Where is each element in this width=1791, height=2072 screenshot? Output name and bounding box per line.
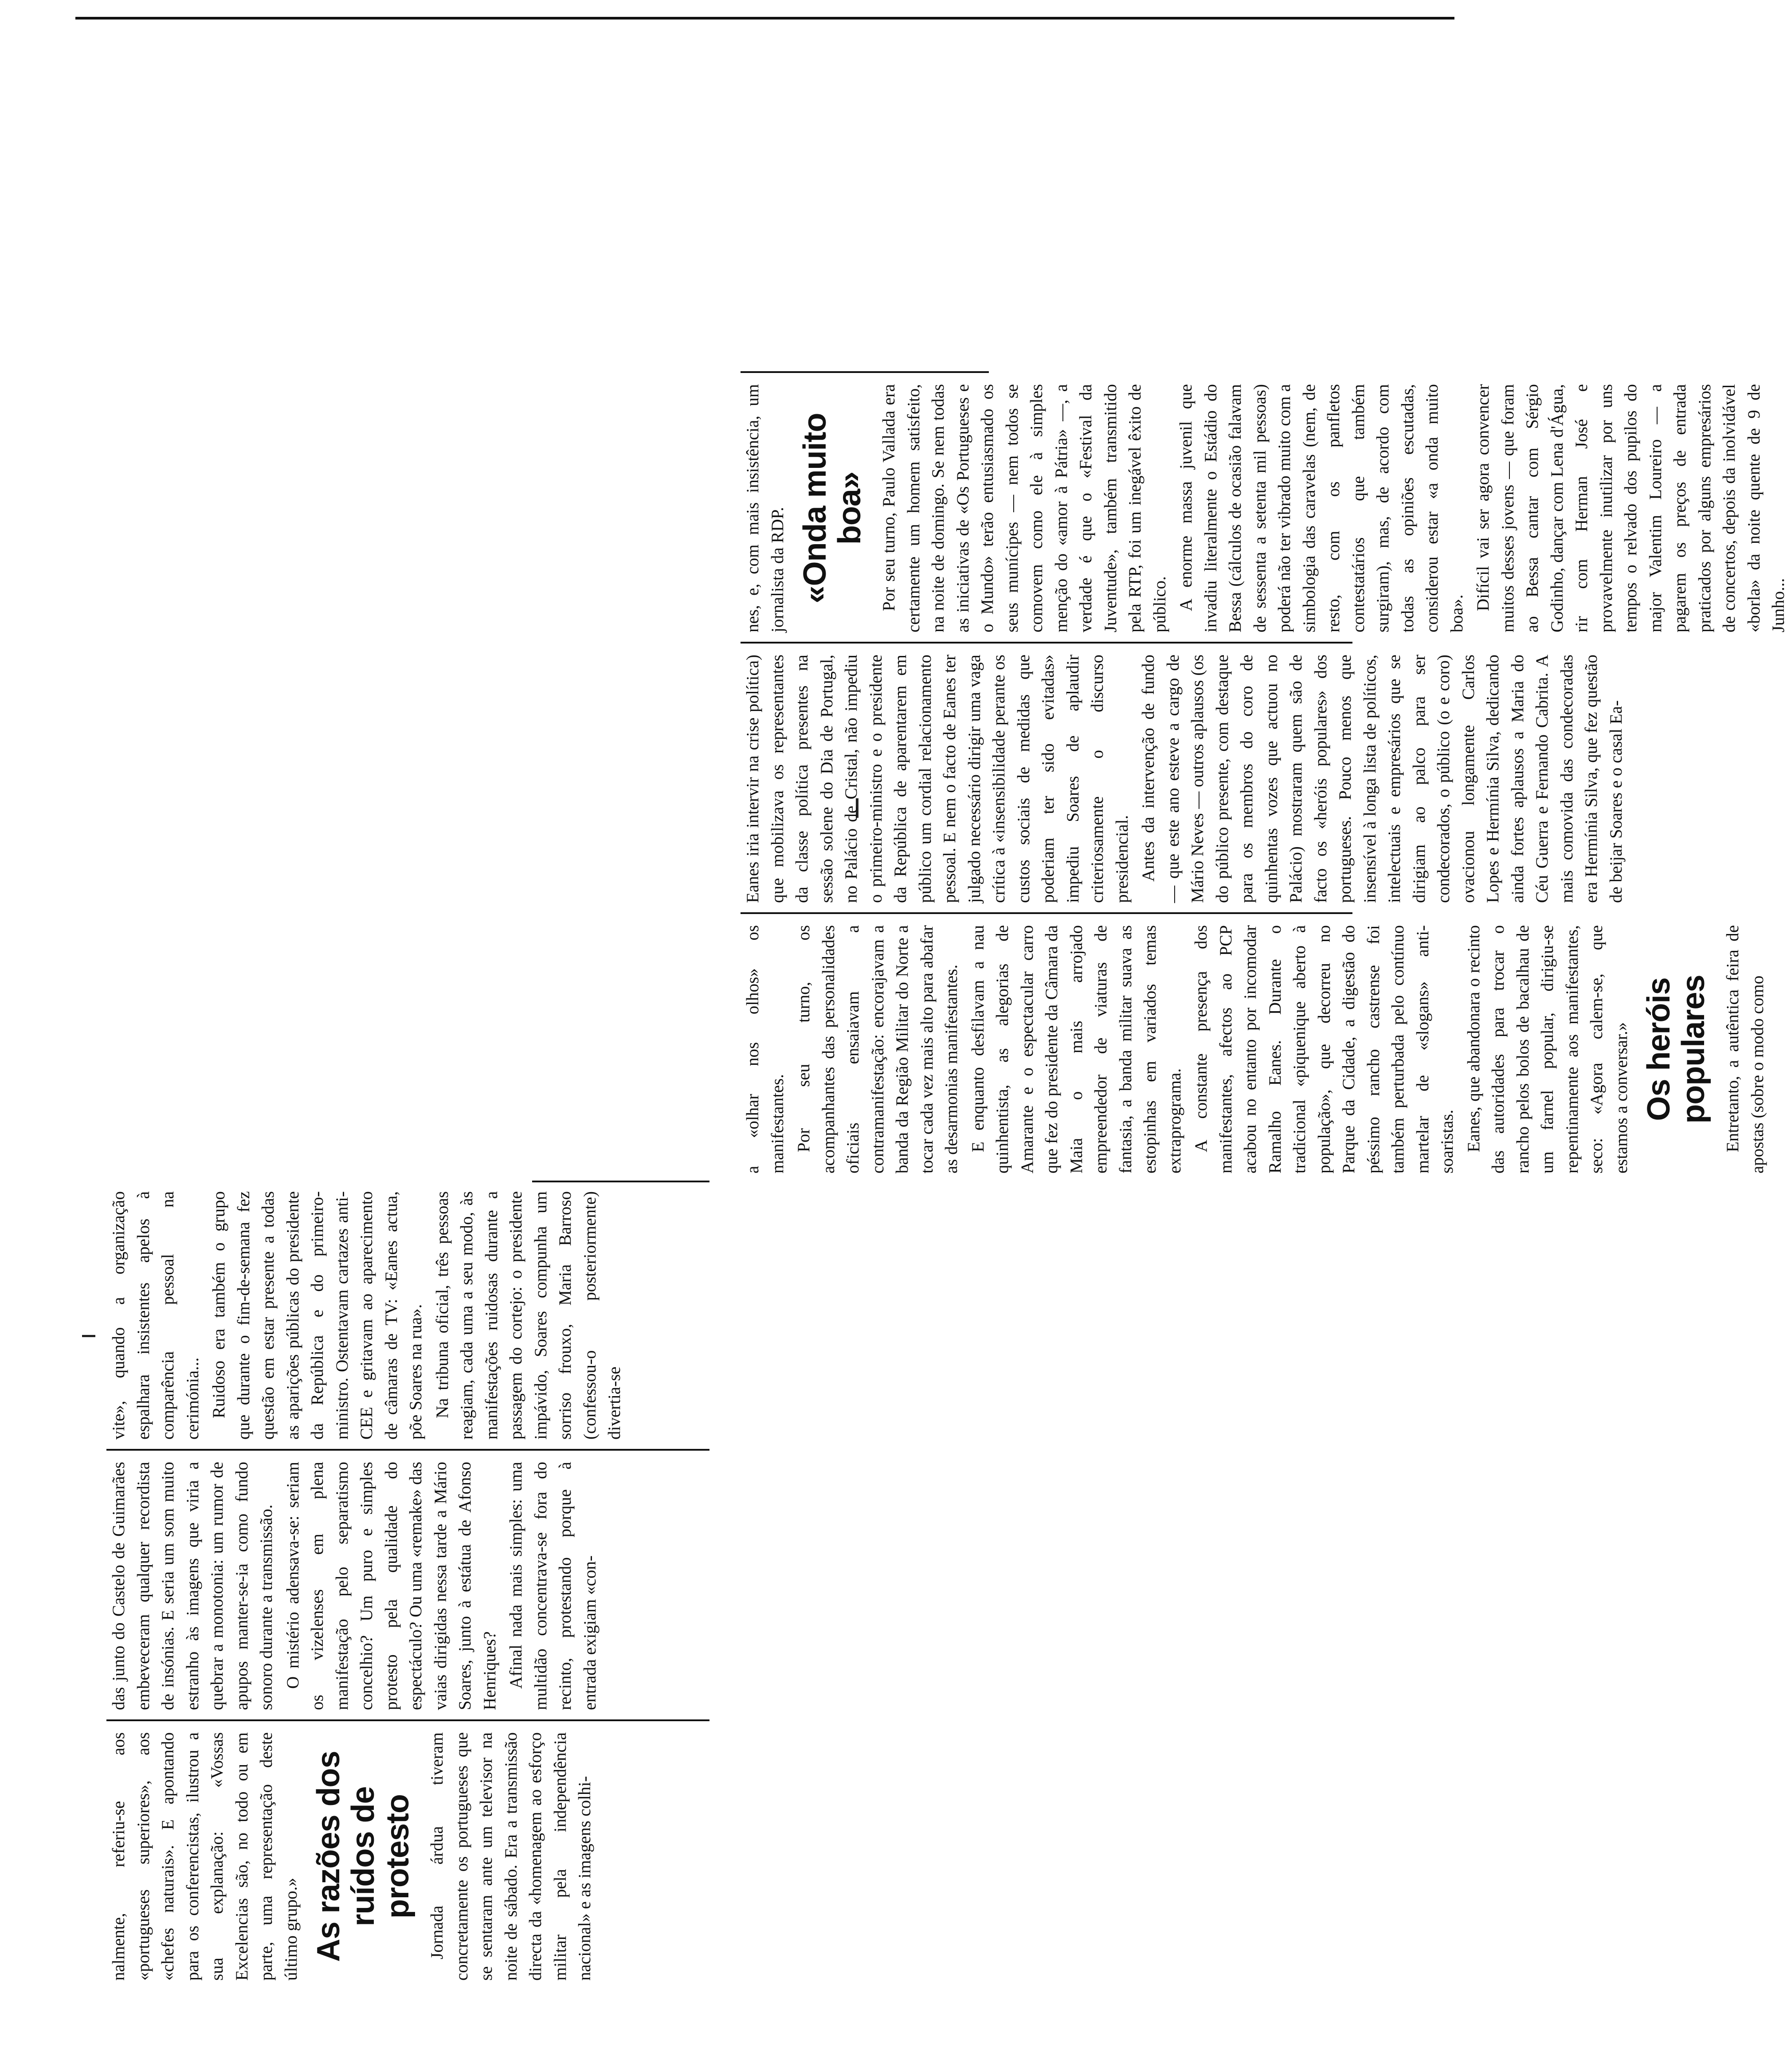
column-1 (106, 1732, 718, 1981)
section-heading: As razões dos ruídos de protesto (311, 1751, 415, 1962)
paragraph: Ruidoso era também o grupo que durante o fim-de-semana fez questão em estar presente a todas as aparições públicas do presidente da República e do primeiro-ministro. Ostentavam cartazes anti-CEE e gritavam ao aparecimento de câmaras de TV: «Eanes actua, põe Soares na rua». (209, 1191, 425, 1440)
paragraph: nalmente, referiu-se aos «portugueses superiores», aos «chefes naturais». E apontando para os conferencistas, ilustrou a sua explanação: «Vossas Excelencias são, no todo ou em parte, uma representação deste último grupo.» (109, 1732, 301, 1981)
paragraph: Entretanto, a autêntica feira de apostas (sobre o modo como (1723, 925, 1767, 1173)
column-rule (741, 642, 1352, 644)
paragraph: E enquanto desfilavam a nau quinhentista, as alegorias de Amarante e o espectacular carro que fez do presidente da Câmara da Maia o mais arrojado empreendedor de viaturas de fantasia, a banda militar suava as estopinhas em variados temas extraprograma. (968, 925, 1184, 1173)
column-2 (106, 1462, 718, 1710)
paragraph: Por seu turno, os acompanhantes das personalidades oficiais ensaiavam a contramanifestação: encorajavam a banda da Região Militar do Norte a tocar cada vez mais alto para abafar as desarmonias manifestantes. (794, 925, 961, 1173)
newspaper-clipping (89, 65, 1788, 2007)
paragraph: vite», quando a organização espalhara insistentes apelos à comparência pessoal na cerimónia... (109, 1191, 202, 1440)
column-4 (741, 925, 1767, 1173)
column-rule (532, 1181, 709, 1182)
scan-edge-top (75, 17, 1454, 20)
section-heading: «Onda muito boa» (797, 413, 867, 604)
column-5 (741, 655, 1626, 903)
paragraph: Antes da intervenção de fundo — que este ano esteve a cargo de Mário Neves — outros aplausos (os do público presente, com destaque para os membros do coro de quinhentas vozes que actuou no Palácio) mostraram quem são de facto os «heróis populares» dos portugueses. Pouco menos que insensível à longa lista de políticos, intelectuais e empresários que se dirigiam ao palco para ser condecorados, o público (o e coro) ovacionou longamente Carlos Lopes e Hermínia Silva, dedicando ainda fortes aplausos a Maria do Céu Guerra e Fernando Cabrita. A mais comovida das condecoradas era Hermínia Silva, que fez questão de beijar Soares e o casal Ea- (1139, 655, 1626, 903)
section-heading: Os heróis populares (1641, 975, 1711, 1124)
column-3 (106, 1191, 718, 1440)
paragraph: Eanes iria intervir na crise política) que mobilizava os representantes da classe política presentes na sessão solene do Dia de Portugal, no Palácio de Cristal, não impediu o primeiro-ministro e o presidente da República de aparentarem em público um cordial relacionamento pessoal. E nem o facto de Eanes ter julgado necessário dirigir uma vaga crítica à «insensibilidade perante os custos sociais de medidas que poderiam ter sido evitadas» impediu Soares de aplaudir criteriosamente o discurso presidencial. (743, 655, 1132, 903)
column-6 (741, 384, 1788, 632)
paragraph: Na tribuna oficial, três pessoas reagiam, cada uma a seu modo, às manifestações ruidosas durante a passagem do cortejo: o presidente impávido, Soares compunha um sorriso frouxo, Maria Barroso (confessou-o posteriormente) divertia-se (432, 1191, 624, 1440)
paragraph: Por seu turno, Paulo Vallada era certamente um homem satisfeito, na noite de domingo. Se nem todas as iniciativas de «Os Portugueses e o Mundo» terão entusiasmado os seus munícipes — nem todos se comovem como ele à simples menção do «amor à Pátria» —, a verdade é que o «Festival da Juventude», também transmitido pela RTP, foi um inegável êxito de público. (879, 384, 1169, 632)
paragraph: das junto do Castelo de Guimarães embeveceram qualquer recordista de insónias. E seria um som muito estranho às imagens que viria a quebrar a monotonia: um rumor de apupos manter-se-ia como fundo sonoro durante a transmissão. (109, 1462, 276, 1710)
column-rule (106, 1449, 709, 1451)
article-band-upper (89, 65, 718, 2007)
column-rule (106, 1719, 709, 1721)
paragraph: Afinal nada mais simples: uma multidão concentrava-se fora do recinto, protestando porque à entrada exigiam «con- (506, 1462, 600, 1710)
paragraph: Jornada árdua tiveram concretamente os portugueses que se sentaram ante um televisor na noite de sábado. Era a transmissão directa da «homenagem ao esforço militar pela independência nacional» e as imagens colhi- (427, 1732, 594, 1981)
paragraph: a «olhar nos olhos» os manifestantes. (743, 925, 787, 1173)
paragraph: A enorme massa juvenil que invadiu literalmente o Estádio do Bessa (cálculos de ocasião falavam de sessenta a setenta mil pessoas) poderá não ter vibrado muito com a simbologia das caravelas (nem, de resto, com os panfletos contestatários que também surgiram), mas, de acordo com todas as opiniões escutadas, considerou estar «a onda muito boa». (1176, 384, 1466, 632)
column-rule (741, 371, 989, 373)
paragraph: Eanes, que abandonara o recinto das autoridades para trocar o rancho pelos bolos de bacalhau de um farnel popular, dirigiu-se repentinamente aos manifestantes, seco: «Agora calem-se, que estamos a conversar.» (1464, 925, 1631, 1173)
paragraph: O mistério adensava-se: seriam os vizelenses em plena manifestação pelo separatismo concelhio? Um puro e simples protesto pela qualidade do espectáculo? Ou uma «remake» das vaias dirigidas nessa tarde a Mário Soares, junto à estátua de Afonso Henriques? (283, 1462, 499, 1710)
paragraph: nes, e, com mais insistência, um jornalista da RDP. (743, 384, 787, 632)
paragraph: Difícil vai ser agora convencer muitos desses jovens — que foram ao Bessa cantar com Sérgio Godinho, dançar com Lena d'Água, rir com Herman José e provavelmente inutilizar por uns tempos o relvado dos pupilos do major Valentim Loureiro — a pagarem os preços de entrada praticados por alguns empresários de concertos, depois da inolvidável «borla» da noite quente de 9 de Junho... (1474, 384, 1788, 632)
article-band-lower (732, 65, 1788, 2007)
paragraph: A constante presença dos manifestantes, afectos ao PCP acabou no entanto por incomodar Ramalho Eanes. Durante o tradicional «piquenique aberto à população», que decorreu no Parque da Cidade, a digestão do péssimo rancho castrense foi também perturbada pelo contínuo martelar de «slogans» anti-soaristas. (1191, 925, 1457, 1173)
column-rule (741, 912, 1352, 914)
